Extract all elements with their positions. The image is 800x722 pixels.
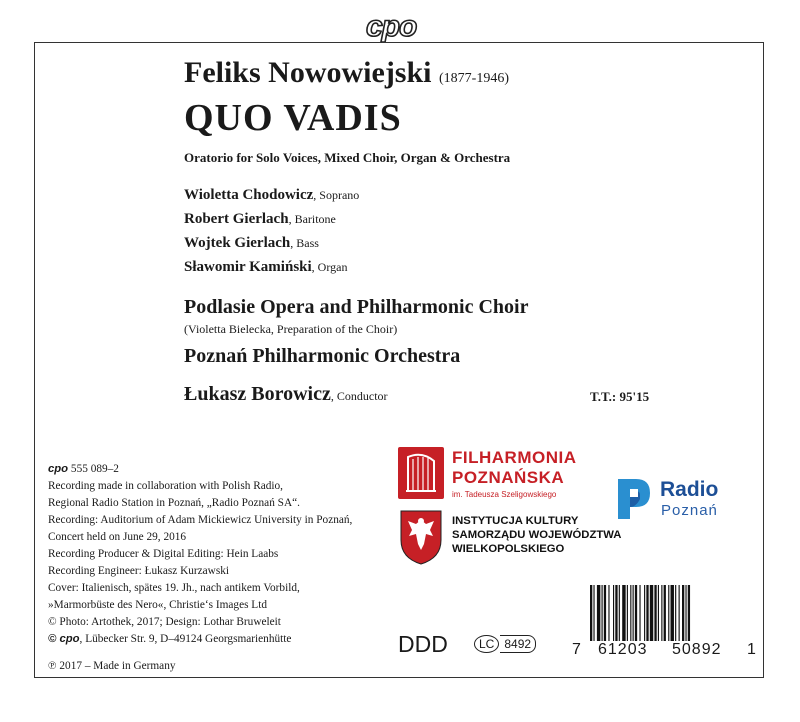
credit-line: Recording made in collaboration with Polish Radio, xyxy=(48,480,284,492)
lc-prefix: LC xyxy=(474,635,499,653)
barcode-bar xyxy=(602,585,603,641)
barcode-bar xyxy=(644,585,645,641)
address-line: © cpo, Lübecker Str. 9, D–49124 Georgsmarienhütte xyxy=(48,633,292,645)
cpo-logo: cpo xyxy=(366,10,417,43)
barcode-bar xyxy=(619,585,620,641)
institution-line3: WIELKOPOLSKIEGO xyxy=(452,543,565,555)
barcode-bar xyxy=(639,585,640,641)
barcode-bar xyxy=(630,585,631,641)
barcode-bar xyxy=(646,585,648,641)
radio-logo-icon xyxy=(614,477,654,521)
filharmonia-line1: FILHARMONIA xyxy=(452,448,577,467)
credit-line: Recording: Auditorium of Adam Mickiewicz University in Poznań, xyxy=(48,514,353,526)
barcode-bar xyxy=(668,585,669,641)
soloist-role: , Baritone xyxy=(288,212,336,226)
barcode-bar xyxy=(627,585,628,641)
soloist-role: , Soprano xyxy=(313,188,360,202)
credit-line: © Photo: Artothek, 2017; Design: Lothar Bruweleit xyxy=(48,616,281,628)
soloist-4 xyxy=(184,259,347,276)
barcode-first-digit: 7 xyxy=(572,641,581,658)
credit-line: »Marmorbüste des Nero«, Christie‘s Images Ltd xyxy=(48,599,267,611)
barcode-bar xyxy=(650,585,653,641)
credit-line: Recording Producer & Digital Editing: Hein Laabs xyxy=(48,548,279,560)
barcode-bar xyxy=(608,585,609,641)
conductor-name: Łukasz Borowicz xyxy=(184,383,331,405)
barcode-bar xyxy=(679,585,680,641)
barcode-bar xyxy=(635,585,637,641)
ddd-mark: DDD xyxy=(398,631,448,657)
barcode-bar xyxy=(671,585,674,641)
soloist-role: , Bass xyxy=(290,236,319,250)
choir-name: Podlasie Opera and Philharmonic Choir xyxy=(184,296,529,318)
barcode-bar xyxy=(604,585,606,641)
barcode-bar xyxy=(682,585,684,641)
filharmonia-line3: im. Tadeusza Szeligowskiego xyxy=(452,490,557,499)
institution-text xyxy=(452,514,621,556)
credits-block xyxy=(48,461,352,675)
barcode-bar xyxy=(633,585,634,641)
conductor-line xyxy=(184,383,388,406)
barcode-bar xyxy=(590,585,592,641)
soloist-1 xyxy=(184,187,359,204)
soloist-name: Wioletta Chodowicz xyxy=(184,187,314,203)
barcode-bar xyxy=(658,585,659,641)
work-subtitle: Oratorio for Solo Voices, Mixed Choir, Organ & Orchestra xyxy=(184,150,511,165)
barcode-bar xyxy=(661,585,662,641)
barcode-bars xyxy=(590,585,740,641)
choir-note: (Violetta Bielecka, Preparation of the Choir) xyxy=(184,322,398,336)
harp-logo-icon xyxy=(398,447,444,499)
soloist-name: Robert Gierlach xyxy=(184,211,289,227)
barcode-group2: 50892 xyxy=(672,641,722,658)
barcode-bar xyxy=(688,585,690,641)
orchestra-name: Poznań Philharmonic Orchestra xyxy=(184,345,461,367)
credit-line: Regional Radio Station in Poznań, „Radio Poznań SA“. xyxy=(48,497,300,509)
barcode-bar xyxy=(654,585,656,641)
credit-line: Recording Engineer: Łukasz Kurzawski xyxy=(48,565,230,577)
barcode-bar xyxy=(675,585,676,641)
barcode-bar xyxy=(622,585,625,641)
coat-of-arms-icon xyxy=(398,508,444,566)
soloist-name: Wojtek Gierlach xyxy=(184,235,291,251)
credit-line: Concert held on June 29, 2016 xyxy=(48,531,187,543)
lc-code: 8492 xyxy=(500,635,536,653)
barcode-group1: 61203 xyxy=(598,641,648,658)
total-time: T.T.: 95'15 xyxy=(590,389,650,404)
barcode-bar xyxy=(664,585,666,641)
soloist-name: Sławomir Kamiński xyxy=(184,259,312,275)
soloist-3 xyxy=(184,235,319,252)
soloist-role: , Organ xyxy=(311,260,348,274)
barcode-bar xyxy=(685,585,686,641)
credit-line: Cover: Italienisch, spätes 19. Jh., nach antikem Vorbild, xyxy=(48,582,300,594)
radio-line2: Poznań xyxy=(661,502,718,519)
institution-line1: INSTYTUCJA KULTURY xyxy=(452,515,579,527)
institution-line2: SAMORZĄDU WOJEWÓDZTWA xyxy=(452,529,622,541)
barcode-bar xyxy=(593,585,594,641)
composer-line xyxy=(184,56,509,90)
composer-name: Feliks Nowowiejski xyxy=(184,56,432,89)
filharmonia-line2: POZNAŃSKA xyxy=(452,468,565,487)
conductor-role: , Conductor xyxy=(330,389,388,403)
barcode-bar xyxy=(615,585,617,641)
barcode-bar xyxy=(597,585,600,641)
made-in-line: ℗ 2017 – Made in Germany xyxy=(48,660,176,672)
composer-dates: (1877-1946) xyxy=(439,71,509,86)
catalog-number: cpo 555 089–2 xyxy=(48,463,119,475)
soloist-2 xyxy=(184,211,336,228)
barcode-last-digit: 1 xyxy=(747,641,756,658)
barcode-bar xyxy=(613,585,614,641)
work-title: QUO VADIS xyxy=(184,97,402,139)
radio-line1: Radio xyxy=(660,478,719,501)
cpo-mark: cpo xyxy=(48,463,69,475)
label-code xyxy=(474,635,536,653)
